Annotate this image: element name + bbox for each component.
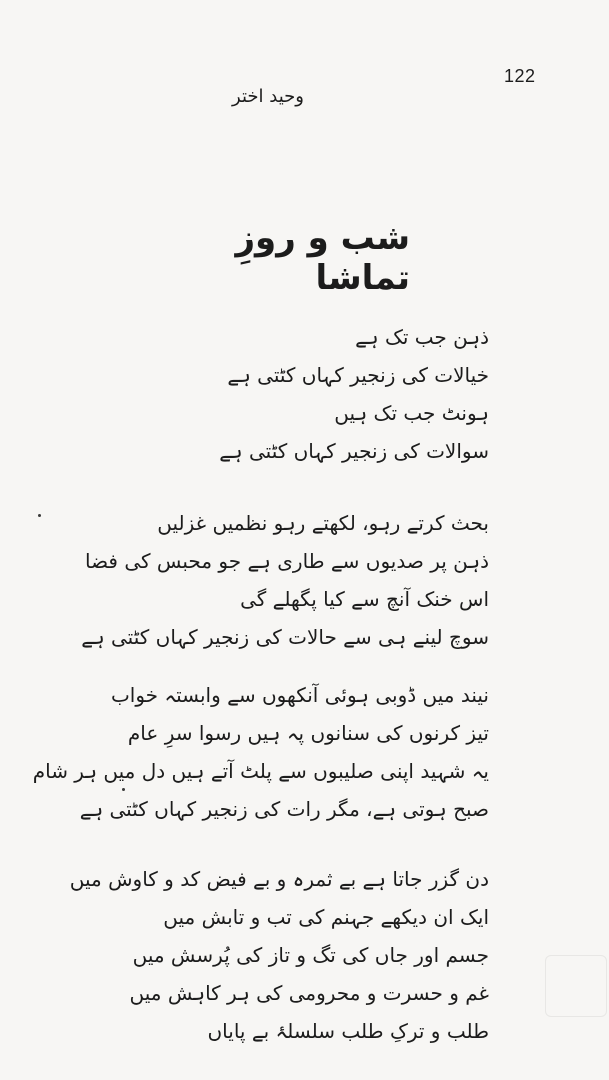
- author-name: وحید اختر: [232, 86, 304, 107]
- poem-line: ہونٹ جب تک ہیں: [334, 401, 489, 425]
- poem-line: دن گزر جاتا ہے بے ثمرہ و بے فیض کد و کاوش میں: [69, 867, 489, 891]
- print-speck: [122, 788, 125, 791]
- stanza: [59, 318, 489, 470]
- poem-line: بحث کرتے رہو، لکھتے رہو نظمیں غزلیں: [157, 511, 489, 535]
- poem-line: نیند میں ڈوبی ہوئی آنکھوں سے وابستہ خواب: [110, 683, 489, 707]
- poem-line: سوچ لینے ہی سے حالات کی زنجیر کہاں کٹتی ہے: [81, 625, 489, 649]
- stanza: [32, 676, 489, 828]
- poem-line: ذہن جب تک ہے: [355, 325, 489, 349]
- poem-line: صبح ہوتی ہے، مگر رات کی زنجیر کہاں کٹتی ہے: [79, 797, 489, 821]
- print-speck: [38, 514, 41, 517]
- poem-line: خیالات کی زنجیر کہاں کٹتی ہے: [227, 363, 489, 387]
- poem-line: یہ شہید اپنی صلیبوں سے پلٹ آتے ہیں دل میں ہر شام: [32, 759, 489, 783]
- poem-line: تیز کرنوں کی سنانوں پہ ہیں رسوا سرِ عام: [127, 721, 489, 745]
- stanza: [59, 504, 489, 656]
- poem-line: سوالات کی زنجیر کہاں کٹتی ہے: [219, 439, 489, 463]
- stanza: [59, 860, 489, 1050]
- page-number: 122: [504, 66, 536, 86]
- poem-title: شب و روزِ تماشا: [235, 218, 410, 298]
- poem-line: ذہن پر صدیوں سے طاری ہے جو محبس کی فضا: [84, 549, 489, 573]
- poem-line: جسم اور جاں کی تگ و تاز کی پُرسش میں: [132, 943, 489, 967]
- bleed-through-mark: [545, 955, 607, 1017]
- poem-line: ایک ان دیکھے جہنم کی تب و تابش میں: [163, 905, 489, 929]
- poem-line: غم و حسرت و محرومی کی ہر کاہش میں: [129, 981, 489, 1005]
- poem-line: طلب و ترکِ طلب سلسلۂ بے پایاں: [207, 1019, 489, 1043]
- poem-line: اس خنک آنچ سے کیا پگھلے گی: [240, 587, 489, 611]
